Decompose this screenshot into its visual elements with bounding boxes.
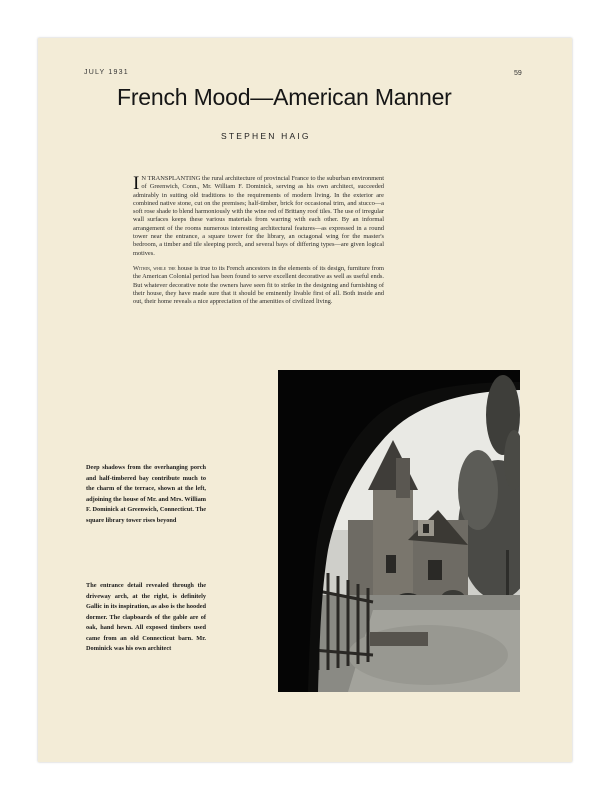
page-number: 59 [514,70,522,77]
paragraph-1-lead: N TRANSPLANTING [141,175,201,182]
photo-caption-entrance: The entrance detail revealed through the driveway arch, at the right, is definitely Gallic in its inspiration, as also is the hooded dormer. The clapboards of the gable are of oak, hand hewn. All exposed timbers used came from an old Connecticut barn. Mr. Dominick was his own architect [86,582,206,652]
paragraph-2-text: house is true to its French ancestors in the elements of its design, furniture from the American Colonial period has been found to serve excellent decorative as well as useful ends. But whatever decorative note the owners have seen fit to strike in the designing and furnishing of their house, they have made sure that it should be eminently livable first of all. Both inside and out, their home reveals a nice appreciation of the amenities of civilized living. [133,264,384,306]
house-photograph-illustration [278,370,520,692]
photo-caption-terrace: Deep shadows from the overhanging porch and half-timbered bay contribute much to the charm of the terrace, shown at the left, adjoining the house of Mr. and Mrs. William F. Dominick at Greenwich, Connecticut. The square library tower rises beyond [86,464,206,524]
article-author: STEPHEN HAIG [221,131,311,141]
article-title: French Mood—American Manner [117,84,452,110]
house-photograph [278,370,520,692]
article-body [133,175,384,313]
paragraph-1-text: the rural architecture of provincial France to the suburban environment of Greenwich, Conn., Mr. William F. Dominick, serving as his own architect, succeeded admirably in suiting old traditions to the requirements of modern living. In the exterior are combined native stone, cut on the premises; half-timber, brick for occasional trim, and stucco—a soft rose shade to blend harmoniously with the wine red of Brittany roof tiles. The use of irregular wall surfaces keeps these various materials from warring with each other. By an informal arrangement of the rooms numerous interesting architectural features—as expressed in a round tower near the entrance, a square tower for the library, an octagonal wing for the master's bedroom, a timber and tile sleeping porch, and several bays of differing types—are given logical motives. [133,175,384,257]
paragraph-2 [133,265,384,306]
drop-cap: I [133,173,140,194]
paragraph-2-lead: Within, while the [133,264,176,272]
paragraph-1 [133,175,384,258]
issue-date: JULY 1931 [84,69,129,76]
